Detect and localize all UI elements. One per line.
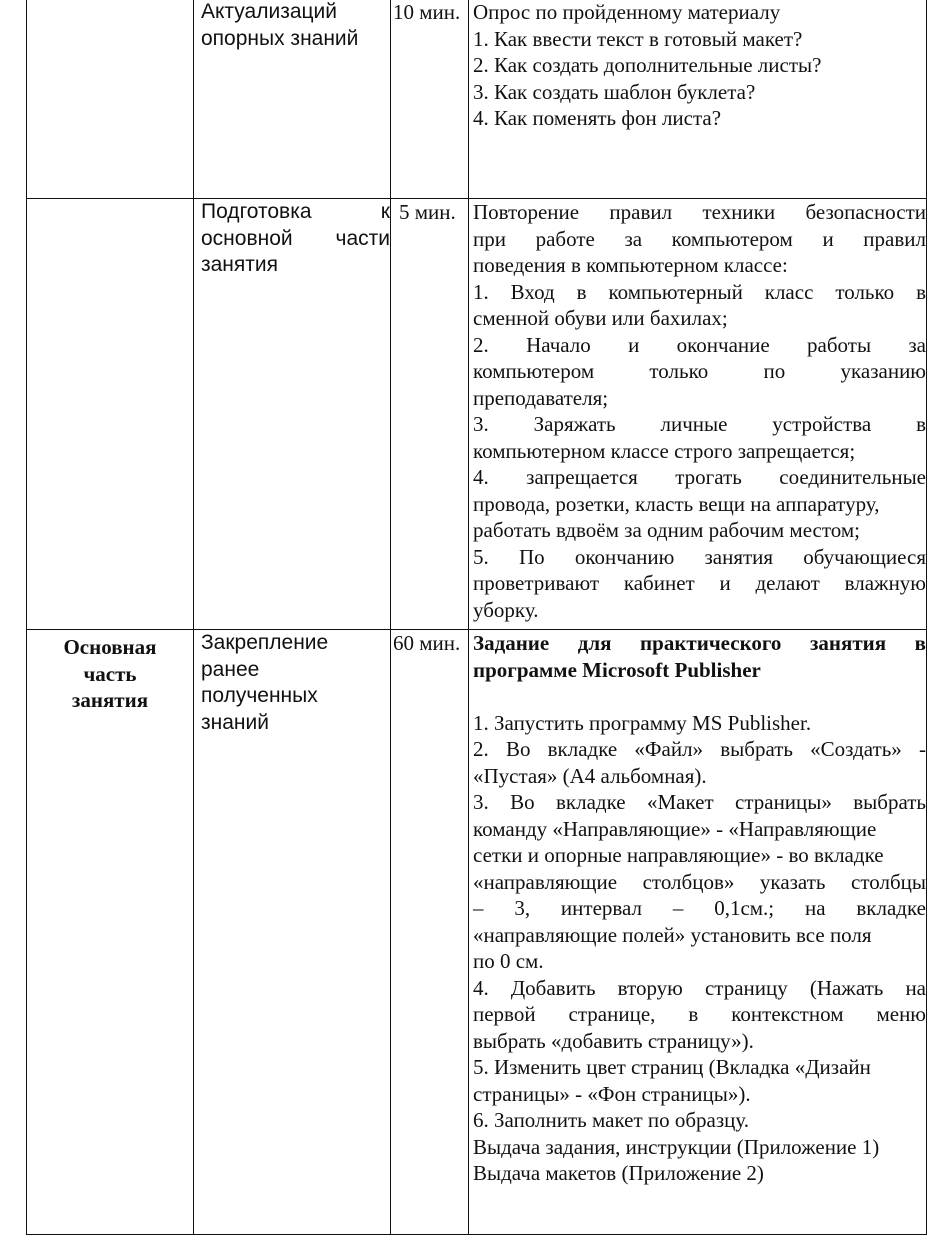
content-line: «Пустая» (А4 альбомная). [473,763,707,788]
time-cell: 10 мин. [391,0,469,199]
step-line: Подготовка к [201,200,390,223]
content-cell [469,630,927,1235]
task-title-line: Задание для практического занятия в [473,631,926,655]
time-cell: 60 мин. [391,630,469,1235]
content-line: Выдача задания, инструкции (Приложение 1) [473,1134,880,1159]
content-line: преподавателя; [473,385,609,410]
content-line: страницы» - «Фон страницы»). [473,1081,751,1106]
task-title-line: программе Microsoft Publisher [473,657,761,682]
step-cell [194,630,391,1235]
content-line: 1. Запустить программу MS Publisher. [473,710,812,735]
content-line: первой странице, в контекстном меню [473,1002,926,1026]
content-line: 5. По окончанию занятия обучающиеся [473,544,926,569]
content-line: выбрать «добавить страницу»). [473,1028,754,1053]
content-line: 6. Заполнить макет по образцу. [473,1108,750,1132]
content-line: 3. Во вкладке «Макет страницы» выбрать [473,790,926,814]
content-line: провода, розетки, класть вещи на аппаратуру, [473,491,880,516]
content-line: сменной обуви или бахилах; [473,306,728,330]
content-line: поведения в компьютерном классе: [473,253,788,277]
content-line: компьютером только по указанию [473,359,926,383]
content-line: «направляющие столбцов» указать столбцы [473,869,926,894]
content-line: при работе за компьютером и правил [473,226,926,251]
stage-cell [27,630,194,1235]
content-line: компьютерном классе строго запрещается; [473,438,856,463]
stage-line: занятия [71,688,149,712]
content-line: 5. Изменить цвет страниц (Вкладка «Дизайн [473,1055,871,1079]
content-line: по 0 см. [473,949,544,973]
content-cell [469,199,927,630]
content-line: 1. Вход в компьютерный класс только в [473,279,926,304]
stage-line: Основная [63,635,157,659]
step-line: занятия [201,253,278,276]
content-line: 3. Как создать шаблон буклета? [473,79,756,104]
content-line: 4. Добавить вторую страницу (Нажать на [473,975,926,1000]
content-cell [469,0,927,199]
stage-cell [27,199,194,630]
content-line: 2. Как создать дополнительные листы? [473,53,822,77]
content-line: Опрос по пройденному материалу [473,0,781,24]
content-line: сетки и опорные направляющие» - во вкладке [473,843,884,867]
lesson-plan-table [26,0,927,1235]
content-line: проветривают кабинет и делают влажную [473,571,926,595]
content-line: 2. Начало и окончание работы за [473,332,926,357]
content-line: команду «Направляющие» - «Направляющие [473,816,877,841]
content-line: уборку. [473,597,539,622]
content-line: Выдача макетов (Приложение 2) [473,1161,764,1185]
step-line: ранее [201,657,260,681]
content-line: 2. Во вкладке «Файл» выбрать «Создать» - [473,737,926,761]
step-cell [194,0,391,199]
step-line: знаний [201,710,269,734]
step-line: опорных знаний [201,26,359,50]
stage-line: часть [83,661,137,686]
content-line: Повторение правил техники безопасности [473,200,926,224]
content-line: «направляющие полей» установить все поля [473,922,872,947]
content-line: 4. Как поменять фон листа? [473,106,722,130]
step-cell [194,199,391,630]
content-line: работать вдвоём за одним рабочим местом; [473,518,860,542]
step-line: полученных [201,684,318,707]
content-line: 4. запрещается трогать соединительные [473,465,926,489]
step-line: Актуализаций [201,0,338,23]
step-line: основной части [201,226,390,250]
step-line: Закрепление [201,631,329,654]
blank-line [473,683,926,710]
content-line: – 3, интервал – 0,1см.; на вкладке [473,896,926,920]
table-row-actualization [27,0,927,199]
time-cell: 5 мин. [391,199,469,630]
content-line: 3. Заряжать личные устройства в [473,412,926,436]
stage-cell [27,0,194,199]
table-row-main-part [27,630,927,1235]
table-row-preparation [27,199,927,630]
content-line: 1. Как ввести текст в готовый макет? [473,26,803,51]
